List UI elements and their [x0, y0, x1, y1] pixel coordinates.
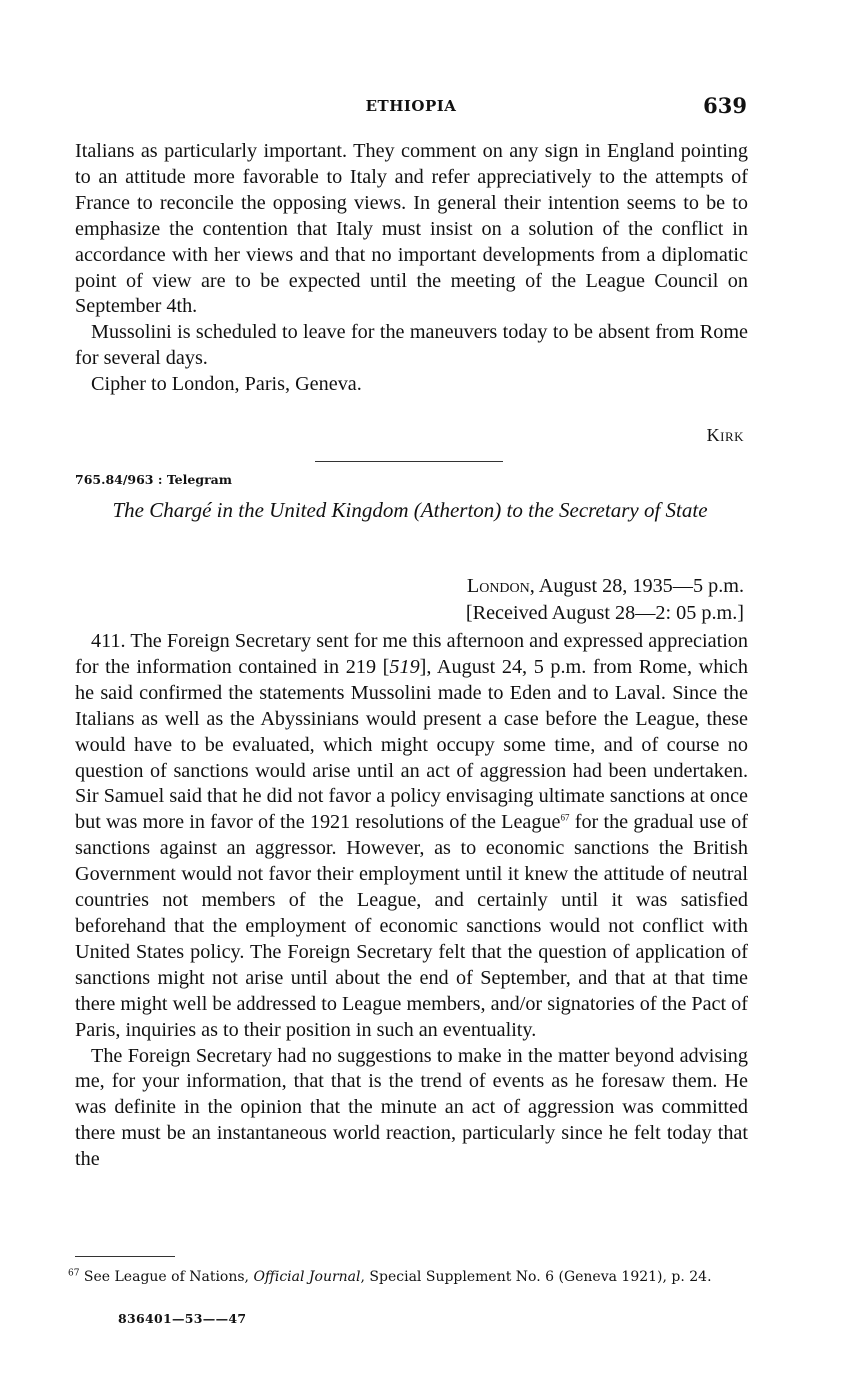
footnote-reference: 67	[560, 812, 570, 823]
dateline-sent	[466, 573, 744, 600]
dateline-date: , August 28, 1935—5 p.m.	[529, 575, 744, 597]
telegram-reference: 519	[389, 655, 420, 678]
continuation-paragraph: Italians as particularly important. They comment on any sign in England pointing to an attitude more favorable to Italy and refer appreciatively to the attempts of France to reconcile the opposing views. In general their intention seems to be to emphasize the contention that Italy must insist on a solution of the conflict in accordance with her views and that no important developments from a diplomatic point of view are to be expected until the meeting of the League Council on September 4th.	[75, 140, 748, 318]
document-title: The Chargé in the United Kingdom (Atherton) to the Secretary of State	[112, 498, 708, 522]
footnote-divider	[75, 1256, 175, 1257]
file-reference: 765.84/963 : Telegram	[75, 472, 232, 487]
dateline-received: [Received August 28—2: 05 p.m.]	[465, 602, 744, 624]
page-number: 639	[703, 93, 747, 118]
printer-mark: 836401—53——47	[118, 1311, 247, 1326]
footnote-text: , Special Supplement No. 6 (Geneva 1921), p. 24.	[360, 1269, 712, 1285]
continuation-paragraph: Cipher to London, Paris, Geneva.	[91, 373, 362, 396]
continuation-text	[75, 139, 748, 398]
telegram-paragraph: The Foreign Secretary had no suggestions to make in the matter beyond advising me, for your information, that that is the trend of events as he foresaw them. He was definite in the opinion that the minute an act of aggression was committed there must be an instantaneous world reaction, particularly since he felt today that the	[75, 1044, 748, 1171]
section-divider	[315, 461, 503, 462]
dateline	[466, 573, 744, 627]
signature: Kirk	[706, 425, 744, 445]
footnote-text: See League of Nations,	[79, 1269, 254, 1285]
telegram-text-segment: ], August 24, 5 p.m. from Rome, which he said confirmed the statements Mussolini made to Eden and to Laval. Since the Italians as well as the Abyssinians would present a case before the League, these would have to be evaluated, which might occupy some time, and of course no question of sanctions would arise until an act of aggression had been undertaken. Sir Samuel said that he did not favor a policy envisaging ultimate sanctions at once but was more in favor of the 1921 resolutions of the League	[75, 655, 748, 834]
footnote-marker: 67	[68, 1268, 80, 1279]
telegram-paragraph	[75, 629, 748, 1044]
dateline-place: London	[466, 575, 530, 597]
continuation-paragraph: Mussolini is scheduled to leave for the maneuvers today to be absent from Rome for several days.	[75, 321, 748, 370]
running-title: ETHIOPIA	[365, 97, 457, 115]
telegram-text-segment: 411. The Foreign Secretary sent for me this afternoon and expressed appreciation for the information contained in 219 [	[75, 630, 748, 678]
page-header	[75, 93, 747, 123]
footnote	[68, 1269, 740, 1286]
footnote-journal: Official Journal	[253, 1269, 361, 1285]
telegram-text-segment: for the gradual use of sanctions against an aggressor. However, as to economic sanctions the British Government would not favor their employment until it knew the attitude of neutral countries not members of the League, and certainly until it was satisfied beforehand that the employment of economic sanctions would not conflict with United States policy. The Foreign Secretary felt that the question of application of sanctions might not arise until about the end of September, and that at that time there might well be addressed to League members, and/or signatories of the Pact of Paris, inquiries as to their position in such an eventuality.	[75, 811, 749, 1041]
telegram-text	[75, 629, 748, 1173]
